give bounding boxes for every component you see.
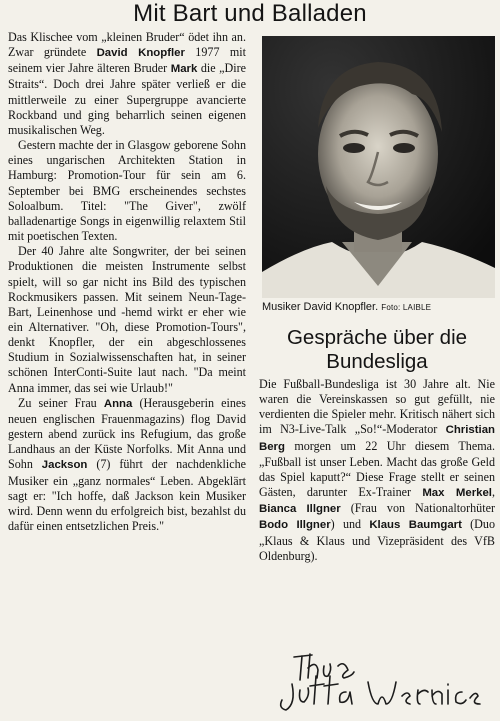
text-run: Gestern machte der in Glasgow geborene Sohn eines ungarischen Architekten Station in Hamburg: Promotion-Tour für sein am 6. September bei BMG erscheinendes sechstes Soloalbum. Titel: "The Giver", zwölf balladenartige Songs in eigenwillig relaxtem Stil mit poetischen Texten.	[8, 138, 246, 244]
text-run: Zu seiner Frau	[18, 395, 104, 410]
text-run: ) und	[330, 517, 370, 532]
handwritten-signature	[268, 646, 488, 716]
text-run: morgen um 22 Uhr diesem Thema. „Fußball ist unser Leben. Macht das große Geld das Spiel kaputt?“ Diese Frage stellt er seinen Gästen, darunter Ex-Trainer	[259, 438, 495, 500]
sidebar-body	[259, 377, 495, 564]
name-highlight: Mark	[170, 63, 198, 76]
photo-caption	[262, 300, 498, 315]
name-highlight: Christian Berg	[259, 424, 495, 453]
article-paragraph	[8, 396, 246, 534]
text-run: Der 40 Jahre alte Songwriter, der bei seinen Produktionen die meisten Instrumente selbst spielt, will so gar nicht ins Bild des typischen Rockmusikers passen. Mit seinem Neun-Tage-Bart, Leinenhose und -hemd wirkt er eher wie ein Alternativer. "Oh, diese Promotion-Tours", denkt Knopfler, der ein abgeschlossenes Studium in Sozialwissenschaften hat, in seiner schönen InterConti-Suite laut nach. "Da meint Anna immer, das sei wie Urlaub!"	[8, 244, 246, 395]
photo-credit: Foto: LAIBLE	[381, 303, 432, 312]
portrait-photo	[262, 36, 495, 298]
text-run: Die Fußball-Bundesliga ist 30 Jahre alt. Nie waren die Vereinskassen so gut gefüllt, nie verdienten die Spieler mehr. Kritisch nähert sich im N3-Live-Talk „So!“-Moderator	[259, 377, 495, 437]
article-paragraph	[8, 138, 246, 244]
name-highlight: Max Merkel	[422, 487, 492, 500]
article-body	[8, 30, 246, 534]
sidebar-headline: Gespräche über die Bundesliga	[286, 326, 468, 373]
name-highlight: Bodo Illgner	[259, 519, 331, 532]
text-run: (7) führt der nachdenkliche Musiker ein „ganz normales“ Leben. Abgeklärt sagt er: "Ich hoffe, daß Jackson kein Musiker wird. Denn wenn du erfolgreich bist, bezahlst du dafür einen entsetzlichen Preis."	[8, 457, 246, 533]
text-run: Das Klischee vom „kleinen Bruder“ ödet ihn an. Zwar gründete	[8, 30, 246, 60]
text-run: (Herausgeberin eines neuen englischen Frauenmagazins) flog David gestern abend zurück ins Refugium, das große Landhaus an der Küste Norfolks. Mit Anna und Sohn	[8, 395, 246, 472]
text-run: (Frau von Nationaltorhüter	[340, 501, 495, 516]
name-highlight: Anna	[103, 397, 133, 410]
name-highlight: Bianca Illgner	[259, 503, 341, 516]
text-run: (Duo „Klaus & Klaus und Vizepräsident des VfB Oldenburg).	[259, 517, 496, 563]
article-paragraph	[8, 244, 246, 396]
text-run: 1977 mit seinem vier Jahre älteren Bruder	[8, 45, 246, 76]
sidebar-paragraph	[259, 377, 495, 564]
name-highlight: Jackson	[41, 459, 88, 472]
caption-text: Musiker David Knopfler.	[262, 301, 379, 313]
portrait-illustration	[262, 36, 495, 298]
text-run: die „Dire Straits“. Doch drei Jahre später verließ er die mittlerweile zu einer Supergruppe avancierte Rockband und ging beharrlich seinen eigenen musikalischen Weg.	[8, 61, 247, 137]
article-paragraph	[8, 30, 246, 138]
text-run: ,	[491, 485, 495, 500]
article-headline: Mit Bart und Balladen	[133, 0, 367, 27]
name-highlight: David Knopfler	[96, 47, 185, 60]
name-highlight: Klaus Baumgart	[369, 519, 462, 532]
signature-scribble	[268, 646, 488, 716]
